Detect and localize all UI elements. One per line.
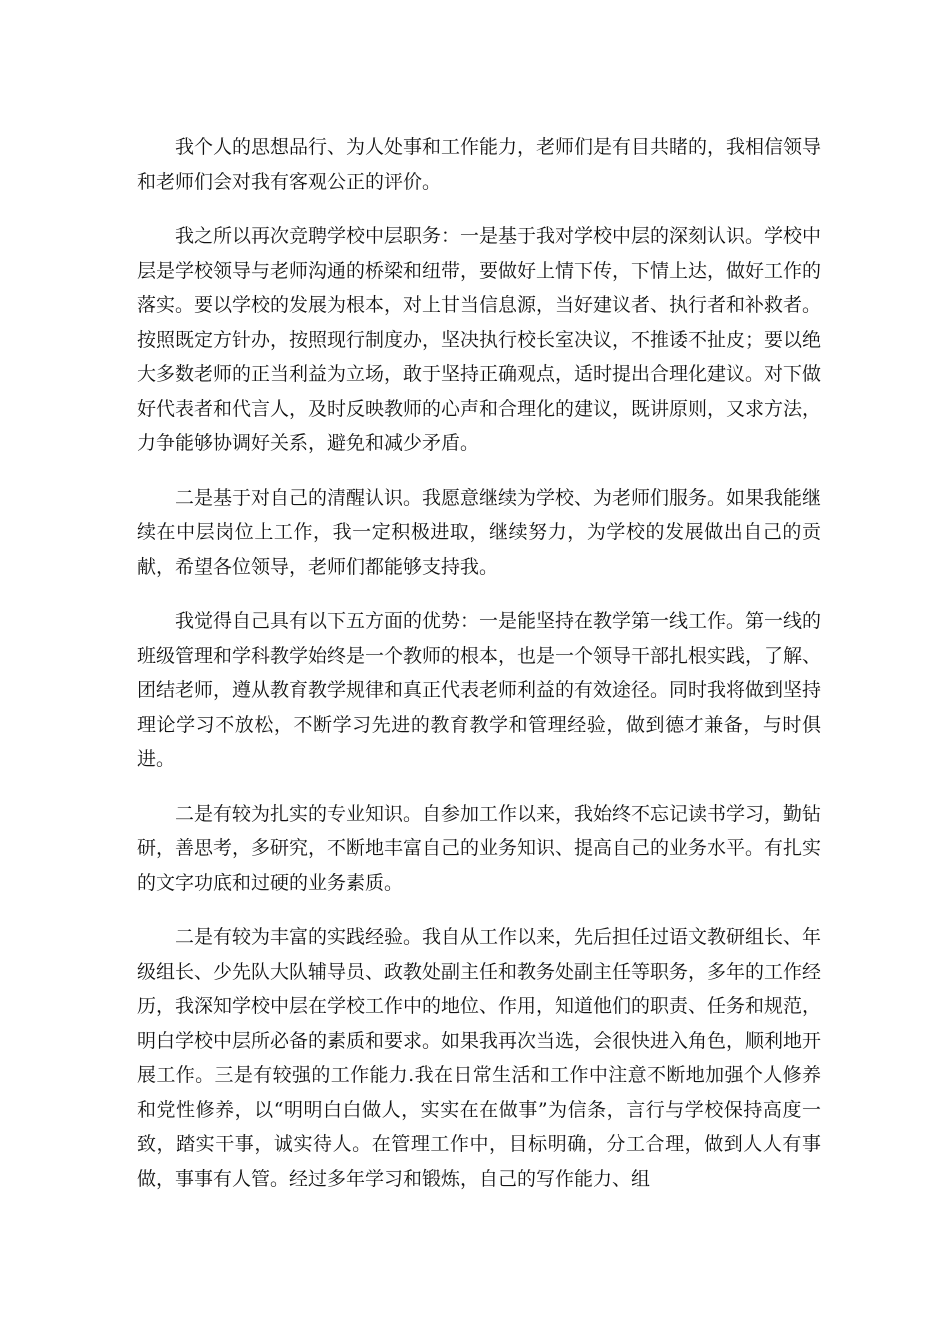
paragraph-5: 二是有较为扎实的专业知识。自参加工作以来，我始终不忘记读书学习，勤钻研，善思考，多研究，不断地丰富自己的业务知识、提高自己的业务水平。有扎实的文字功底和过硬的业务素质。 <box>137 802 822 894</box>
document-body <box>137 130 821 1216</box>
paragraph-2: 我之所以再次竞聘学校中层职务：一是基于我对学校中层的深刻认识。学校中层是学校领导与老师沟通的桥梁和纽带，要做好上情下传，下情上达，做好工作的落实。要以学校的发展为根本，对上甘当信息源，当好建议者、执行者和补救者。按照既定方针办，按照现行制度办，坚决执行校长室决议，不推诿不扯皮；要以绝大多数老师的正当利益为立场，敢于坚持正确观点，适时提出合理化建议。对下做好代表者和代言人，及时反映教师的心声和合理化的建议，既讲原则，又求方法，力争能够协调好关系，避免和减少矛盾。 <box>137 225 822 454</box>
paragraph-6: 二是有较为丰富的实践经验。我自从工作以来，先后担任过语文教研组长、年级组长、少先队大队辅导员、政教处副主任和教务处副主任等职务，多年的工作经历，我深知学校中层在学校工作中的地位、作用，知道他们的职责、任务和规范，明白学校中层所必备的素质和要求。如果我再次当选，会很快进入角色，顺利地开展工作。三是有较强的工作能力.我在日常生活和工作中注意不断地加强个人修养和党性修养，以“明明白白做人，实实在在做事”为信条，言行与学校保持高度一致，踏实干事，诚实待人。在管理工作中，目标明确，分工合理，做到人人有事做，事事有人管。经过多年学习和锻炼，自己的写作能力、组 <box>137 926 822 1190</box>
paragraph-3: 二是基于对自己的清醒认识。我愿意继续为学校、为老师们服务。如果我能继续在中层岗位上工作，我一定积极进取，继续努力，为学校的发展做出自己的贡献，希望各位领导，老师们都能够支持我。 <box>137 486 822 578</box>
paragraph-1: 我个人的思想品行、为人处事和工作能力，老师们是有目共睹的，我相信领导和老师们会对我有客观公正的评价。 <box>137 136 822 193</box>
paragraph-4: 我觉得自己具有以下五方面的优势：一是能坚持在教学第一线工作。第一线的班级管理和学科教学始终是一个教师的根本，也是一个领导干部扎根实践，了解、团结老师，遵从教育教学规律和真正代表老师利益的有效途径。同时我将做到坚持理论学习不放松，不断学习先进的教育教学和管理经验，做到德才兼备，与时俱进。 <box>137 610 822 770</box>
